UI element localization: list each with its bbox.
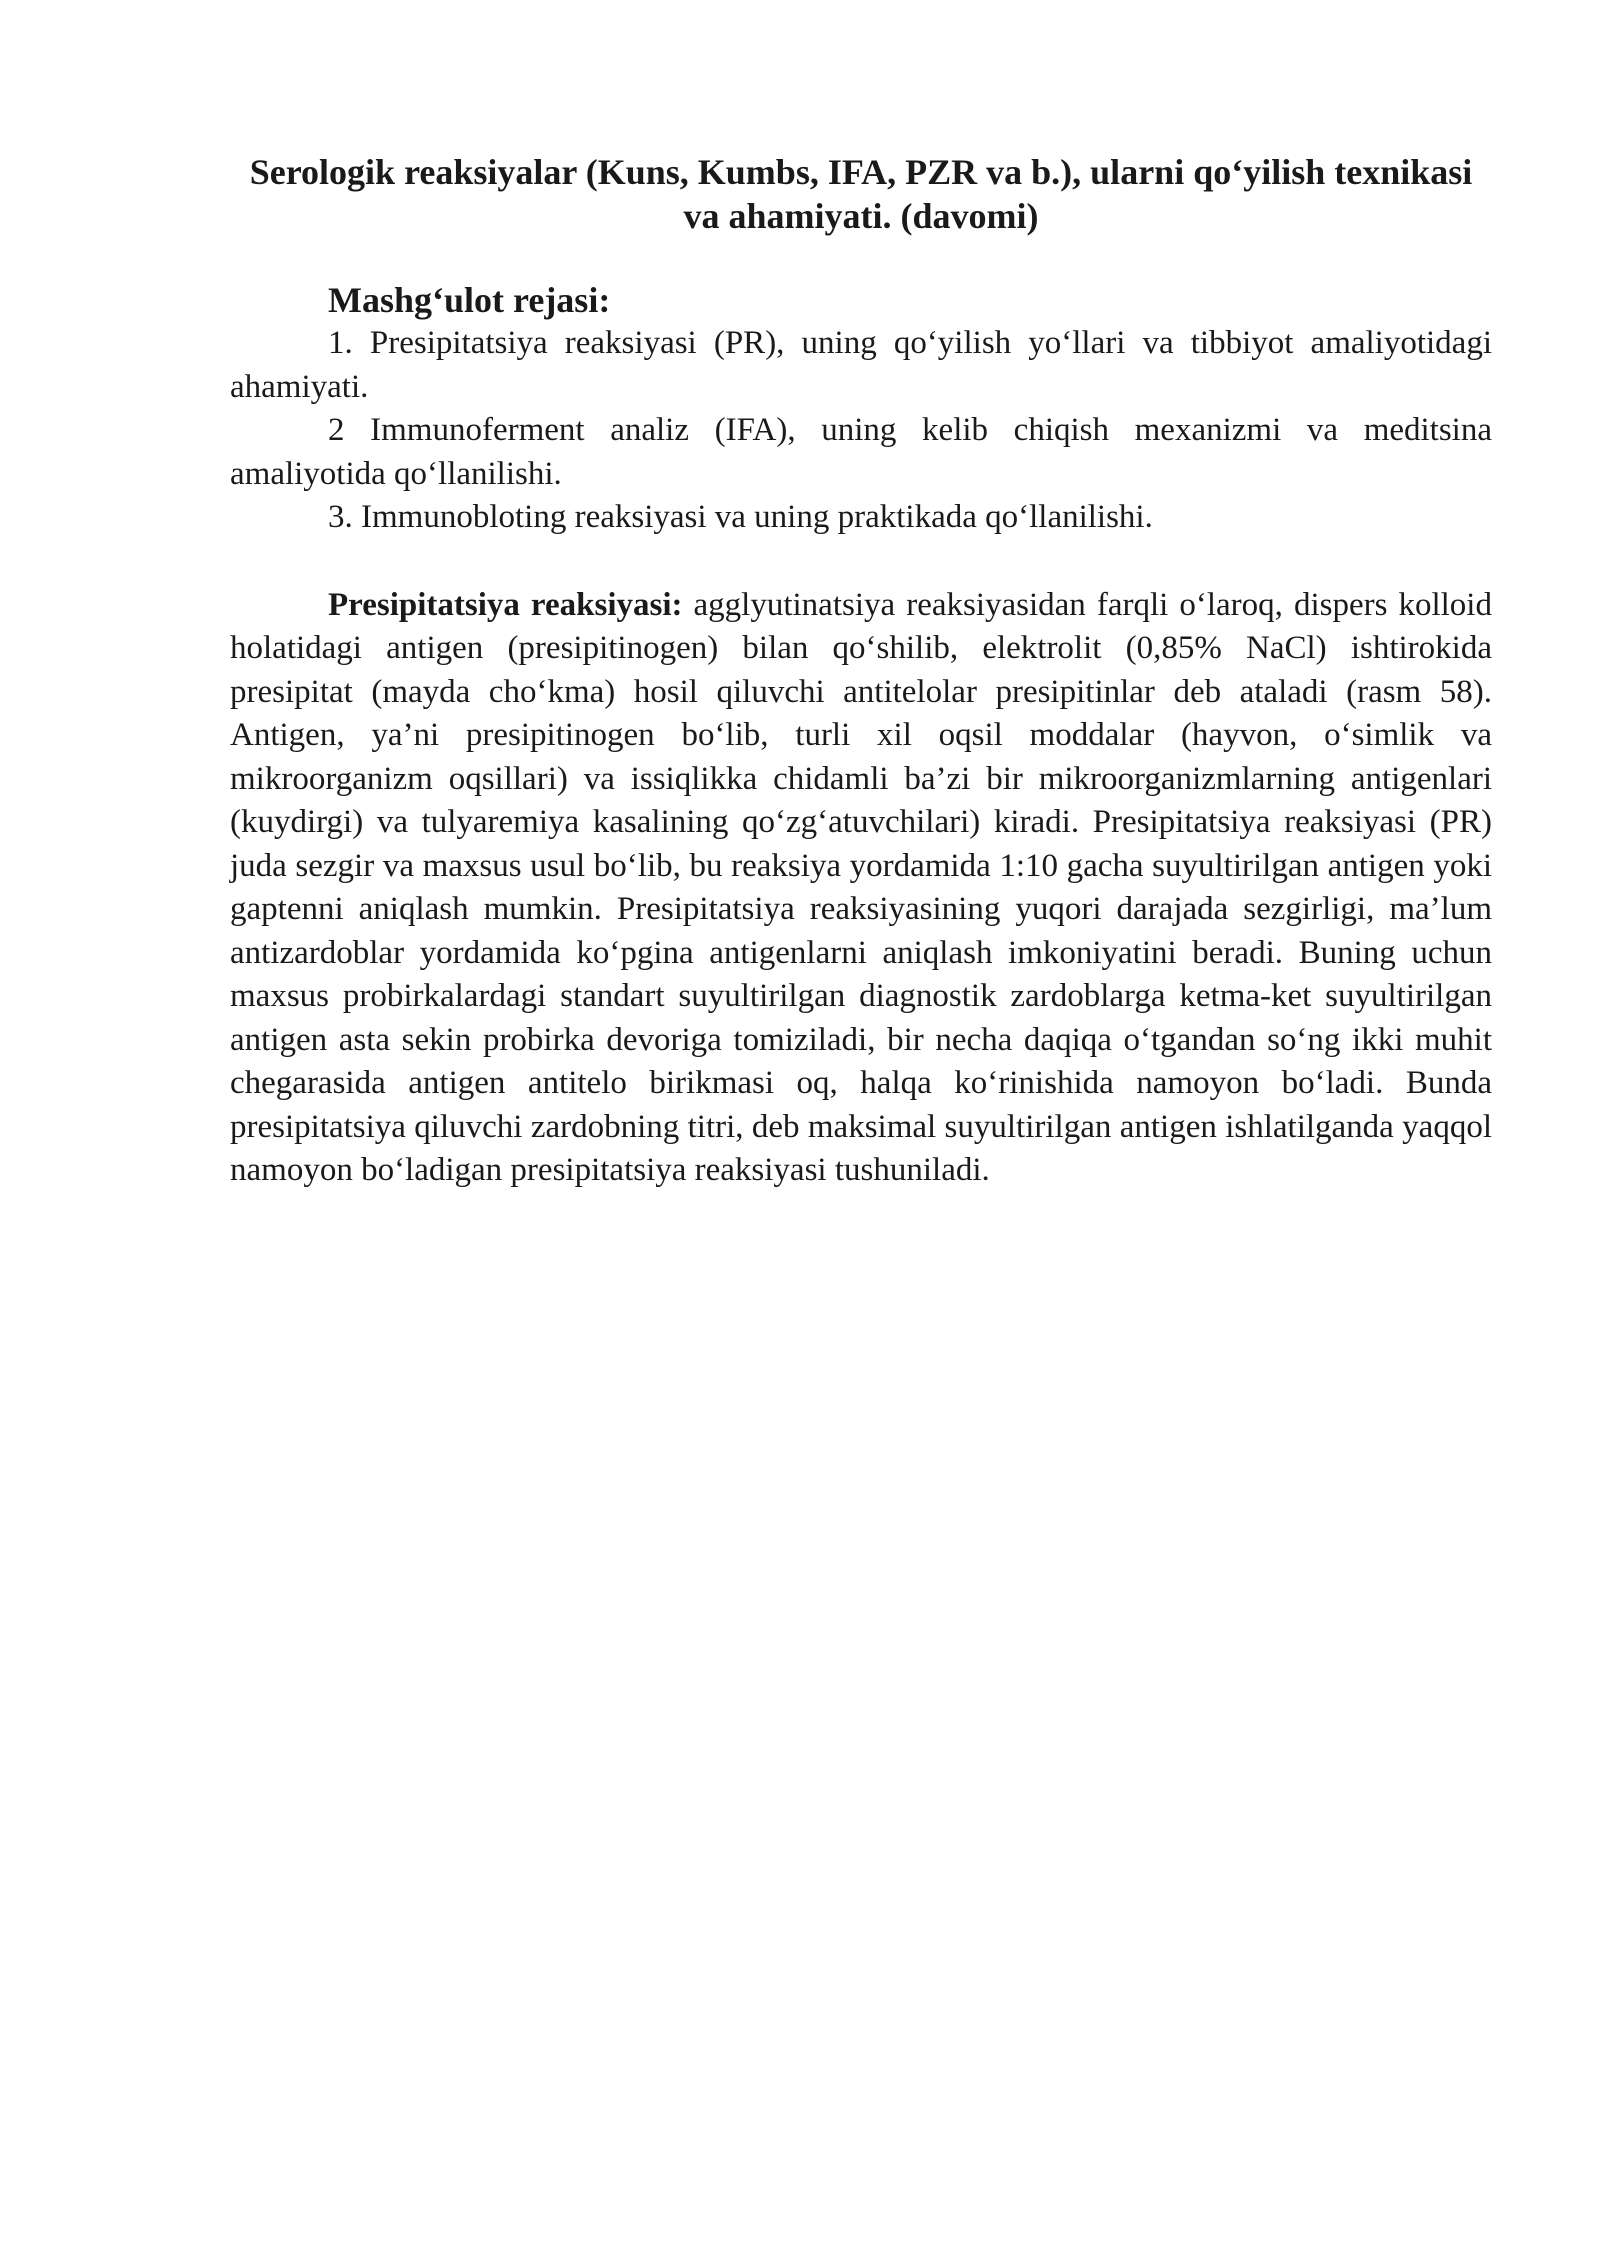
document-page <box>230 150 1492 1226</box>
paragraph-text: agglyutinatsiya reaksiyasidan farqli o‘laroq, dispers kolloid holatidagi antigen (presipitinogen) bilan qo‘shilib, elektrolit (0,85% NaCl) ishtirokida presipitat (mayda cho‘kma) hosil qiluvchi antitelolar presipitinlar deb ataladi (rasm 58). Antigen, ya’ni presipitinogen bo‘lib, turli xil oqsil moddalar (hayvon, o‘simlik va mikroorganizm oqsillari) va issiqlikka chidamli ba’zi bir mikroorganizmlarning antigenlari (kuydirgi) va tulyaremiya kasalining qo‘zg‘atuvchilari) kiradi. Presipitatsiya reaksiyasi (PR) juda sezgir va maxsus usul bo‘lib, bu reaksiya yordamida 1:10 gacha suyultirilgan antigen yoki gaptenni aniqlash mumkin. Presipitatsiya reaksiyasining yuqori darajada sezgirligi, ma’lum antizardoblar yordamida ko‘pgina antigenlarni aniqlash imkoniyatini beradi. Buning uchun maxsus probirkalardagi standart suyultirilgan diagnostik zardoblarga ketma-ket suyultirilgan antigen asta sekin probirka devoriga tomiziladi, bir necha daqiqa o‘tgandan so‘ng ikki muhit chegarasida antigen antitelo birikmasi oq, halqa ko‘rinishida namoyon bo‘ladi. Bunda presipitatsiya qiluvchi zardobning titri, deb maksimal suyultirilgan antigen ishlatilganda yaqqol namoyon bo‘ladigan presipitatsiya reaksiyasi tushuniladi. <box>230 586 1492 1188</box>
lesson-plan <box>230 278 1492 540</box>
body-paragraph <box>230 584 1492 1193</box>
lesson-plan-item: 2 Immunoferment analiz (IFA), uning kelib chiqish mexanizmi va meditsina amaliyotida qo‘llanilishi. <box>230 412 1492 492</box>
lesson-plan-heading: Mashg‘ulot rejasi: <box>328 280 611 320</box>
document-title: Serologik reaksiyalar (Kuns, Kumbs, IFA, PZR va b.), ularni qo‘yilish texnikasi va ahamiyati. (davomi) <box>249 152 1473 236</box>
paragraph-lead-term: Presipitatsiya reaksiyasi: <box>328 586 683 623</box>
lesson-plan-item: 1. Presipitatsiya reaksiyasi (PR), uning qo‘yilish yo‘llari va tibbiyot amaliyotidagi ahamiyati. <box>230 325 1492 405</box>
lesson-plan-item: 3. Immunobloting reaksiyasi va uning praktikada qo‘llanilishi. <box>328 499 1153 535</box>
